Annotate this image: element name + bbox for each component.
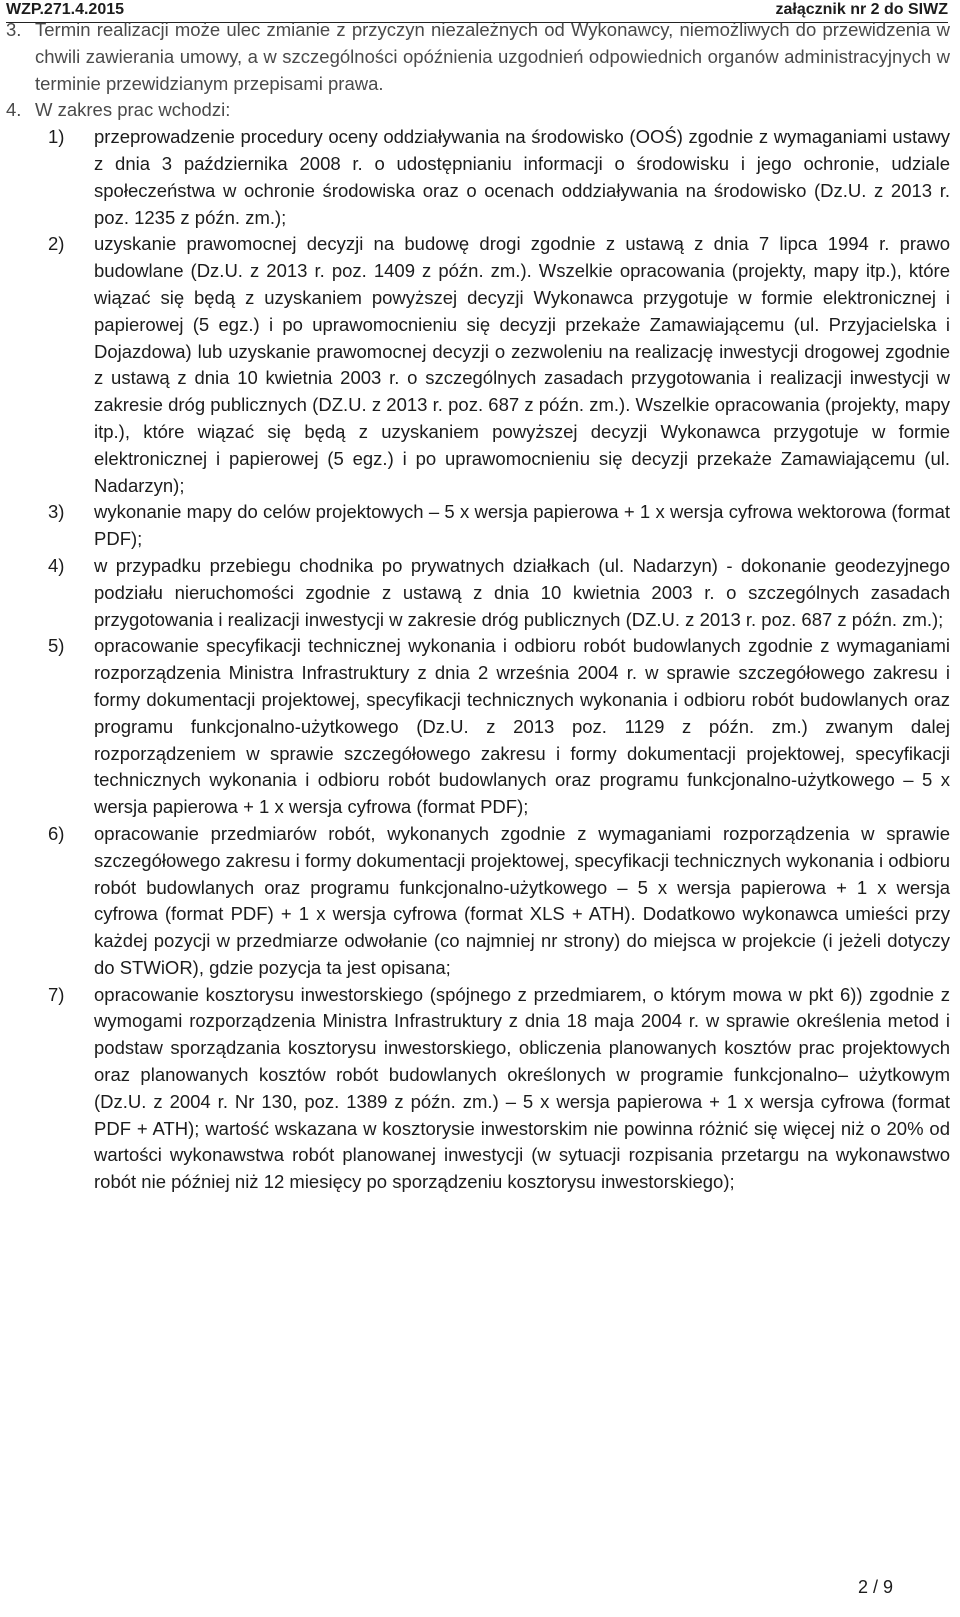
list-item-number: 6) <box>48 822 65 844</box>
list-item-number: 3) <box>48 501 65 523</box>
paragraph-text: W zakres prac wchodzi: <box>35 99 231 121</box>
list-item-text: opracowanie kosztorysu inwestorskiego (spójnego z przedmiarem, o którym mowa w pkt 6)) zgodnie z wymogami rozporządzenia Ministra Infrastruktury z dnia 18 maja 2004 r. w sprawie określenia metod i podstaw sporządzania kosztorysu inwestorskiego, obliczenia planowanych kosztów prac projektowych oraz planowanych kosztów robót budowlanych określonych w programie funkcjonalno– użytkowym (Dz.U. z 2004 r. Nr 130, poz. 1389 z późn. zm.) – 5 x wersja papierowa + 1 x wersja cyfrowa (format PDF + ATH); wartość wskazana w kosztorysie inwestorskim nie powinna różnić się więcej niż o 20% od wartości wykonawstwa robót planowanej inwestycji (w sytuacji rozpisania przetargu na wykonawstwo robót nie później niż 12 miesięcy po sporządzeniu kosztorysu inwestorskiego); <box>94 983 950 1193</box>
list-item-number: 5) <box>48 635 65 657</box>
list-item-text: opracowanie specyfikacji technicznej wykonania i odbioru robót budowlanych zgodnie z wymaganiami rozporządzenia Ministra Infrastruktury z dnia 2 września 2004 r. w sprawie szczegółowego zakresu i formy dokumentacji projektowej, specyfikacji technicznych wykonania i odbioru robót budowlanych oraz programu funkcjonalno-użytkowego (Dz.U. z 2013 poz. 1129 z późn. zm.) zwanym dalej rozporządzeniem w sprawie szczegółowego zakresu i formy dokumentacji projektowej, specyfikacji technicznych wykonania i odbioru robót budowlanych oraz programu funkcjonalno-użytkowego – 5 x wersja papierowa + 1 x wersja cyfrowa (format PDF); <box>94 635 950 818</box>
list-item-text: przeprowadzenie procedury oceny oddziaływania na środowisko (OOŚ) zgodnie z wymaganiami ustawy z dnia 3 października 2008 r. o udostępnianiu informacji o środowisku i jego ochronie, udziale społeczeństwa w ochronie środowiska oraz o ocenach oddziaływania na środowisko (Dz.U. z 2013 r. poz. 1235 z późn. zm.); <box>94 126 950 228</box>
document-id: WZP.271.4.2015 <box>6 1 125 18</box>
page-number: 2 / 9 <box>857 1577 893 1597</box>
list-item <box>0 124 950 231</box>
document-body <box>0 17 950 1196</box>
list-item-text: wykonanie mapy do celów projektowych – 5 x wersja papierowa + 1 x wersja cyfrowa wektorowa (format PDF); <box>94 501 950 550</box>
list-item <box>0 499 950 553</box>
list-item <box>0 821 950 982</box>
list-item-number: 2) <box>48 233 65 255</box>
list-item-text: uzyskanie prawomocnej decyzji na budowę drogi zgodnie z ustawą z dnia 7 lipca 1994 r. prawo budowlane (Dz.U. z 2013 r. poz. 1409 z późn. zm.). Wszelkie opracowania (projekty, mapy itp.), które wiązać się będą z uzyskaniem powyższej decyzji Wykonawca przygotuje w formie elektronicznej i papierowej (5 egz.) i po uprawomocnieniu się decyzji przekaże Zamawiającemu (ul. Przyjacielska i Dojazdowa) lub uzyskanie prawomocnej decyzji o zezwoleniu na realizację inwestycji drogowej zgodnie z ustawą z dnia 10 kwietnia 2003 r. o szczególnych zasadach przygotowania i realizacji inwestycji w zakresie dróg publicznych (DZ.U. z 2013 r. poz. 687 z późn. zm.). Wszelkie opracowania (projekty, mapy itp.), które wiązać się będą z uzyskaniem powyższej decyzji Wykonawca przygotuje w formie elektronicznej i papierowej (5 egz.) i po uprawomocnieniu się decyzji przekaże Zamawiającemu (ul. Nadarzyn); <box>94 233 950 496</box>
list-item-text: opracowanie przedmiarów robót, wykonanych zgodnie z wymaganiami rozporządzenia w sprawie szczegółowego zakresu i formy dokumentacji projektowej, specyfikacji technicznych wykonania i odbioru robót budowlanych oraz programu funkcjonalno-użytkowego – 5 x wersja papierowa + 1 x wersja cyfrowa (format PDF) + 1 x wersja cyfrowa (format XLS + ATH). Dodatkowo wykonawca umieści przy każdej pozycji w przedmiarze odwołanie (co najmniej nr strony) do miejsca w projekcie (i jeżeli dotyczy do STWiOR), gdzie pozycja ta jest opisana; <box>94 822 950 978</box>
paragraph-3 <box>0 17 950 97</box>
list-item-number: 1) <box>48 126 65 148</box>
paragraph-4 <box>0 97 950 124</box>
list-item <box>0 553 950 633</box>
list-item-number: 4) <box>48 554 65 576</box>
list-item <box>0 982 950 1196</box>
paragraph-number: 4. <box>6 99 22 121</box>
paragraph-number: 3. <box>6 19 22 40</box>
list-item-text: w przypadku przebiegu chodnika po prywatnych działkach (ul. Nadarzyn) - dokonanie geodezyjnego podziału nieruchomości zgodnie z ustawą z dnia 10 kwietnia 2003 r. o szczególnych zasadach przygotowania i realizacji inwestycji w zakresie dróg publicznych (DZ.U. z 2013 r. poz. 687 z późn. zm.); <box>94 554 950 630</box>
attachment-label: załącznik nr 2 do SIWZ <box>775 1 948 18</box>
paragraph-text: Termin realizacji może ulec zmianie z przyczyn niezależnych od Wykonawcy, niemożliwych do przewidzenia w chwili zawierania umowy, a w szczególności opóźnienia uzgodnień odpowiednich organów administracyjnych w terminie przewidzianym przepisami prawa. <box>35 19 950 94</box>
list-item <box>0 633 950 821</box>
list-item-number: 7) <box>48 983 65 1005</box>
list-item <box>0 231 950 499</box>
